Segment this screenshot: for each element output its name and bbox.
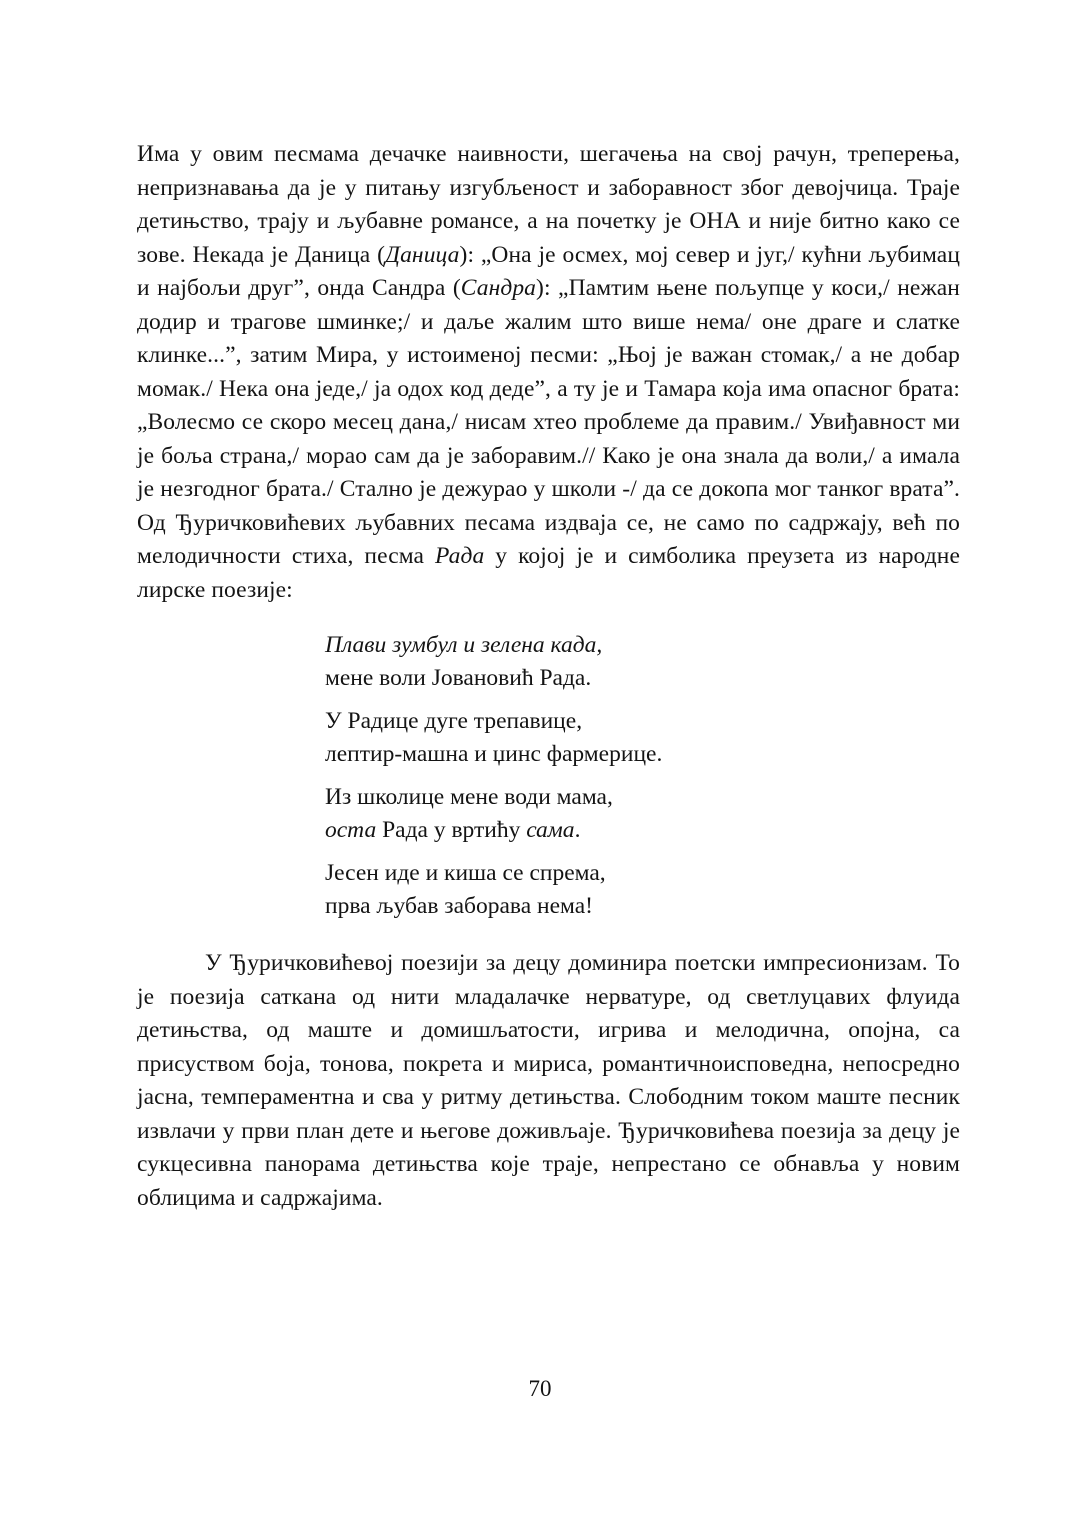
poem-stanza	[325, 629, 960, 695]
text-run: лептир-машна и џинс фармерице.	[325, 741, 663, 767]
text-run: У Ђуричковићевој поезији за децу доминира поетски импресионизам. То је поезија саткана од нити младалачке нерватуре, од светлуцавих флуида детињства, од маште и домишљатости, игрива и мелодична, опојна, са присуством боја, тонова, покрета и мириса, романтичноисповедна, непосредно јасна, темпераментна и сва у ритму детињства. Слободним током маште песник извлачи у први план дете и његове доживљаје. Ђуричковићева поезија за децу је сукцесивна панорама детињства које траје, непрестано се обнавља у новим облицима и садржајима.	[137, 950, 960, 1211]
poem-stanza	[325, 705, 960, 771]
poem-block	[325, 629, 960, 923]
poem-line	[325, 629, 960, 662]
italic-text-run: Сандра	[460, 275, 537, 301]
text-run: Јесен иде и киша се спрема,	[325, 860, 606, 886]
body-text	[137, 138, 960, 1215]
poem-line	[325, 705, 960, 738]
italic-text-run: сама	[526, 817, 575, 843]
poem-stanza	[325, 857, 960, 923]
text-run: прва љубав заборава нема!	[325, 893, 593, 919]
italic-text-run: Плави зумбул и зелена када,	[325, 632, 603, 658]
poem-line	[325, 890, 960, 923]
poem-line	[325, 738, 960, 771]
paragraph-intro	[137, 138, 960, 607]
italic-text-run: Даница	[385, 241, 460, 268]
text-run: Рада у вртићу	[376, 817, 527, 843]
page-number: 70	[528, 1376, 552, 1401]
text-run: у којој је и симболика преузета из народне лирске поезије:	[137, 543, 960, 603]
poem-line	[325, 662, 960, 695]
text-run: мене воли Јовановић Рада.	[325, 665, 592, 691]
text-run: Има у овим песмама дечачке наивности, шегачења на свој рачун, треперења, непризнавања да је у питању изгубљеност и заборавност због девојчица. Траје детињство, трају и љубавне романсе, а на почетку је ОНА и није битно како се зове. Некада је Даница (	[137, 141, 960, 268]
italic-text-run: оста	[325, 817, 377, 843]
poem-line	[325, 857, 960, 890]
text-run: .	[574, 817, 581, 843]
text-run: ): „Памтим њене пољупце у коси,/ нежан додир и трагове шминке;/ и даље жалим што више нема/ оне драге и слатке клинке...”, затим Мира, у истоименој песми: „Њој је важан стомак,/ а не добар момак./ Нека она једе,/ ја одох код деде”, а ту је и Тамара која има опасног брата: „Волесмо се скоро месец дана,/ нисам хтео проблеме да правим./ Увиђавност ми је боља страна,/ морао сам да је заборавим.// Како је она знала да воли,/ а имала је незгодног брата./ Стално је дежурао у школи -/ да се докопа мог танког врата”. Од Ђуричковићевих љубавних песама издваја се, не само по садржају, већ по мелодичности стиха, песма	[137, 275, 960, 569]
poem-line	[325, 814, 960, 847]
text-run: ): „Она је осмех, мој север и југ,/ кућни љубимац и најбољи друг”, онда Сандра (	[137, 241, 960, 301]
text-run: У Радице дуге трепавице,	[325, 708, 583, 734]
poem-stanza	[325, 781, 960, 847]
paragraph-conclusion	[137, 947, 960, 1215]
text-run: Из школице мене води мама,	[325, 784, 613, 810]
poem-line	[325, 781, 960, 814]
italic-text-run: Рада	[435, 543, 485, 569]
